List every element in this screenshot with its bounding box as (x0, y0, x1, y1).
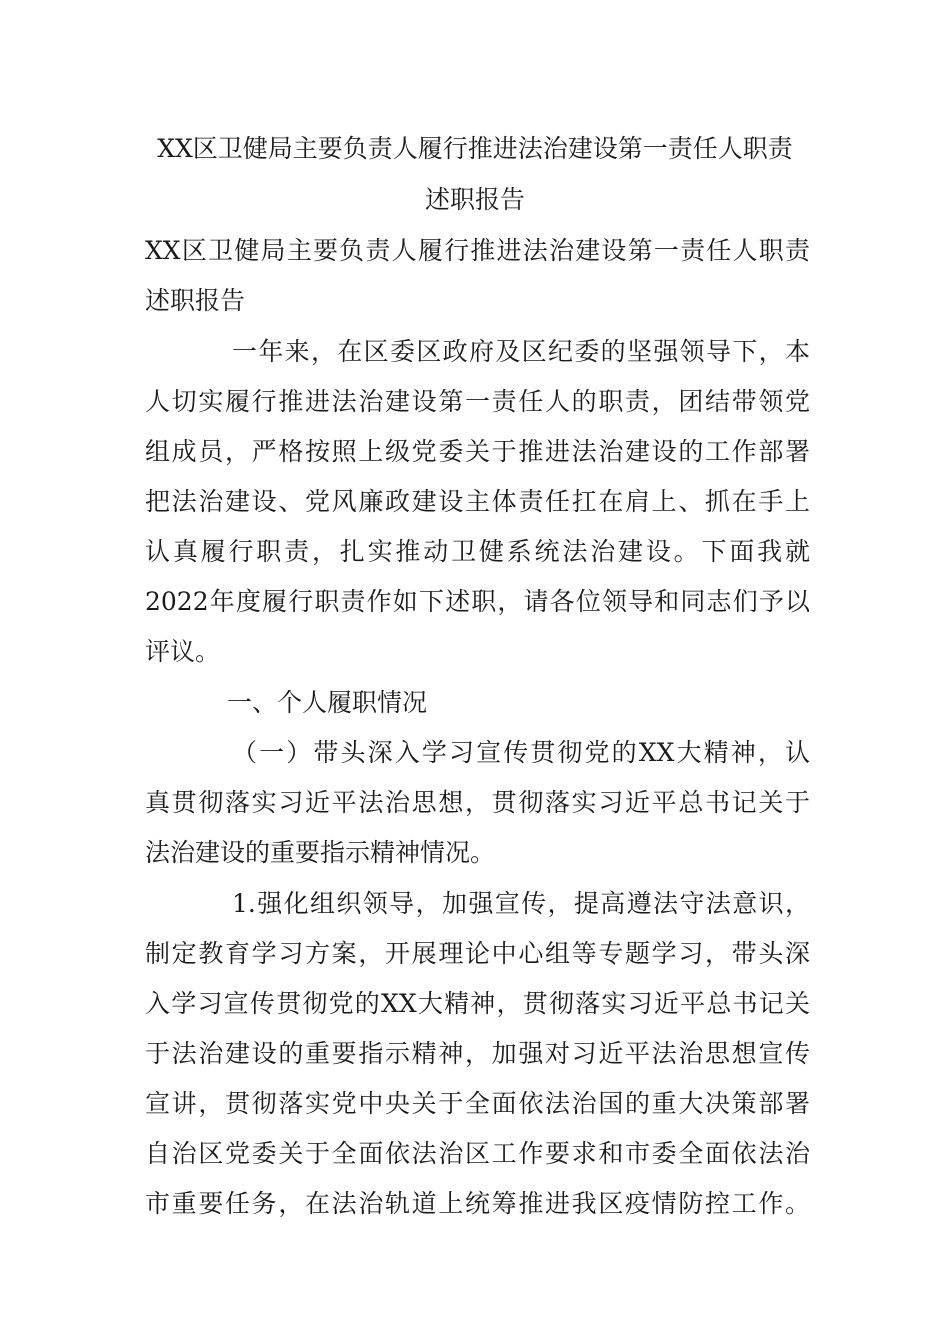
paragraph-line: 一年来，在区委区政府及区纪委的坚强领导下，本 (232, 337, 810, 366)
paragraph-line: 2022年度履行职责作如下述职，请各位领导和同志们予以 (145, 587, 810, 616)
paragraph-line: 制定教育学习方案，开展理论中心组等专题学习，带头深 (145, 939, 810, 968)
subsection-heading-line: （一）带头深入学习宣传贯彻党的XX大精神，认 (232, 738, 810, 767)
paragraph-line: 1.强化组织领导，加强宣传，提高遵法守法意识， (232, 889, 810, 918)
paragraph-line: 人切实履行推进法治建设第一责任人的职责，团结带领党 (145, 387, 810, 416)
body-heading-line-2: 述职报告 (145, 286, 246, 315)
body-heading-line-1: XX区卫健局主要负责人履行推进法治建设第一责任人职责 (145, 236, 810, 265)
subsection-heading-line: 法治建设的重要指示精神情况。 (145, 838, 496, 867)
subsection-heading-line: 真贯彻落实习近平法治思想，贯彻落实习近平总书记关于 (145, 788, 810, 817)
paragraph-line: 组成员，严格按照上级党委关于推进法治建设的工作部署 (145, 437, 810, 466)
paragraph-line: 自治区党委关于全面依法治区工作要求和市委全面依法治 (145, 1139, 810, 1168)
section-heading: 一、个人履职情况 (227, 688, 428, 717)
document-title-line-2: 述职报告 (424, 185, 525, 214)
paragraph-line: 评议。 (145, 637, 221, 666)
paragraph-line: 把法治建设、党风廉政建设主体责任扛在肩上、抓在手上 (145, 487, 810, 516)
paragraph-line: 市重要任务，在法治轨道上统筹推进我区疫情防控工作。 (145, 1189, 810, 1218)
paragraph-line: 认真履行职责，扎实推动卫健系统法治建设。下面我就 (145, 537, 810, 566)
document-title-line-1: XX区卫健局主要负责人履行推进法治建设第一责任人职责 (157, 134, 793, 163)
paragraph-line: 宣讲，贯彻落实党中央关于全面依法治国的重大决策部署 (145, 1089, 810, 1118)
paragraph-line: 于法治建设的重要指示精神，加强对习近平法治思想宣传 (145, 1039, 810, 1068)
paragraph-line: 入学习宣传贯彻党的XX大精神，贯彻落实习近平总书记关 (145, 989, 810, 1018)
